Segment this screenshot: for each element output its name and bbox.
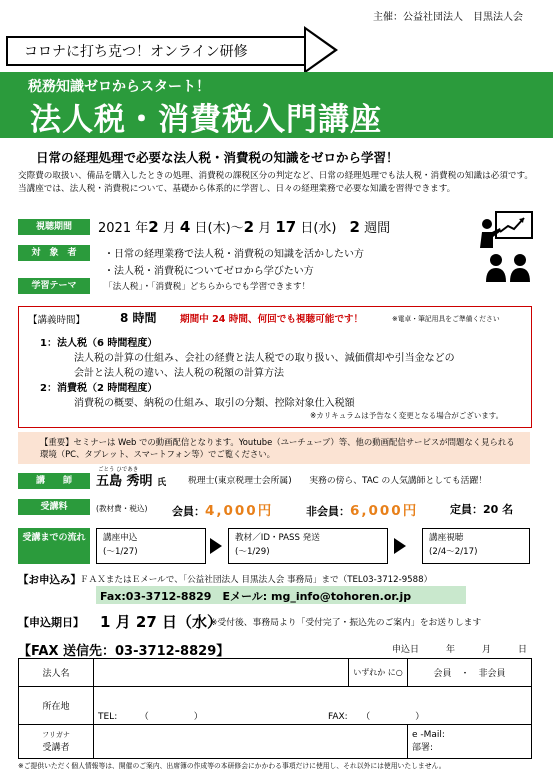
flow-step-2: 教材／ID・PASS 発送 (～1/29) xyxy=(228,528,388,564)
lecturer-ruby: ごとう ひであき xyxy=(98,467,139,473)
fax-heading: 【FAX 送信先：03-3712-8829】 xyxy=(18,644,230,659)
lecture-line-4: 2：消費税（2 時間程度） xyxy=(40,383,158,394)
application-date[interactable]: 申込日 年 月 日 xyxy=(392,645,528,655)
lecture-availability: 期間中 24 時間、何回でも視聴可能です！ xyxy=(180,314,364,325)
organizer: 主催：公益社団法人 目黒法人会 xyxy=(373,12,523,23)
contact-text: Fax:03-3712-8829 Eメール: mg_info@tohoren.or.jp xyxy=(100,590,412,603)
intro-text: 交際費の取扱い、備品を購入したときの処理、消費税の課税区分の判定など、日常の経理処理でも法人税・消費税の知識は必須です。当講座では、法人税・消費税について、基礎から体系的に学習し、日々の経理業務で必要な知識を習得できます。 xyxy=(18,171,533,194)
footer-note: ※ご提供いただく個人情報等は、開催のご案内、出席簿の作成等の本研修会にかかわる事項だけに使用し、それ以外には使用いたしません。 xyxy=(18,762,446,770)
tag-target: 対 象 者 xyxy=(18,245,90,261)
either-label: いずれか に○ xyxy=(349,659,408,687)
lecture-line-1: 1：法人税（6 時間程度） xyxy=(40,338,158,349)
lecturer-info: 税理士(東京税理士会所属) 実務の傍ら、TAC の人気講師としても活躍！ xyxy=(188,476,488,486)
notice-text: 【重要】セミナーは Web での動画配信となります。Youtube（ユーチューブ）等、他の動画配信サービスが問題なく見られる環境（PC、タブレット、スマートフォン等）でご覧ください。 xyxy=(40,437,515,459)
fee-nonmember: 非会員：6,000円 xyxy=(306,503,419,519)
fee-note: (教材費・税込) xyxy=(96,504,148,513)
banner-subtitle: 税務知識ゼロからスタート！ xyxy=(28,79,210,95)
deadline-note: ※受付後、事務局より「受付完了・振込先のご案内」をお送りします xyxy=(210,618,482,628)
capacity: 定員：20 名 xyxy=(450,503,514,516)
period-text: 2021 年2 月 4 日(木)～2 月 17 日(水) 2 週間 xyxy=(98,218,391,236)
tel-field[interactable]: TEL: （ ） xyxy=(98,712,203,722)
flow-step-3: 講座視聴 (2/4～2/17) xyxy=(422,528,530,564)
apply-text: ＦＡＸまたはＥメールで、「公益社団法人 目黒法人会 事務局」まで（TEL03-3712-9588） xyxy=(80,575,433,585)
theme-text: 「法人税」・「消費税」どちらからでも学習できます！ xyxy=(104,282,311,292)
corp-field[interactable] xyxy=(94,659,349,687)
attendee-field[interactable] xyxy=(94,725,408,759)
target-line-1: ・日常の経理業務で法人税・消費税の知識を活かしたい方 xyxy=(104,249,364,260)
deadline-label: 【申込期日】 xyxy=(18,616,84,629)
flow-arrow-icon xyxy=(394,538,406,554)
lecture-note: ※電卓・筆記用具をご準備ください xyxy=(392,315,500,323)
lecture-line-2: 法人税の計算の仕組み、会社の経費と法人税での取り扱い、減価償却や引当金などの xyxy=(74,353,455,364)
tag-fee: 受講料 xyxy=(18,499,90,515)
target-line-2: ・法人税・消費税についてゼロから学びたい方 xyxy=(104,266,314,277)
lecture-hours: 8 時間 xyxy=(120,311,157,325)
curriculum-note: ※カリキュラムは予告なく変更となる場合がございます。 xyxy=(310,411,504,420)
corp-label: 法人名 xyxy=(19,659,94,687)
deadline-date: 1 月 27 日（水） xyxy=(100,613,222,631)
lecture-line-5: 消費税の概要、納税の仕組み、取引の分類、控除対象仕入税額 xyxy=(74,398,355,409)
presentation-icon xyxy=(478,210,534,284)
tag-flow: 受講までの流れ xyxy=(18,528,90,564)
address-field[interactable] xyxy=(94,687,532,725)
email-dept-field[interactable]: e -Mail: 部署: xyxy=(408,725,532,759)
fee-member: 会員：4,000円 xyxy=(172,503,274,519)
address-label: 所在地 xyxy=(19,687,94,725)
fax-field[interactable]: FAX: （ ） xyxy=(328,712,425,722)
flow-arrow-icon xyxy=(210,538,222,554)
tag-theme: 学習テーマ xyxy=(18,278,90,294)
lecturer-name: 五島 秀明 氏 xyxy=(96,474,167,489)
member-select[interactable]: 会員 ・ 非会員 xyxy=(408,659,532,687)
tag-period: 視聴期間 xyxy=(18,219,90,235)
lead-text: 日常の経理処理で必要な法人税・消費税の知識をゼロから学習！ xyxy=(36,150,399,165)
tag-lecturer: 講 師 xyxy=(18,473,90,489)
attendee-label: フリガナ 受講者 xyxy=(19,725,94,759)
arrow-text: コロナに打ち克つ！オンライン研修 xyxy=(24,44,248,60)
flow-step-1: 講座申込 (～1/27) xyxy=(96,528,206,564)
apply-title: 【お申込み】 xyxy=(18,574,81,586)
page-title: 法人税・消費税入門講座 xyxy=(30,102,382,138)
lecture-line-3: 会計と法人税の違い、法人税の税額の計算方法 xyxy=(74,368,284,379)
application-form xyxy=(18,658,532,759)
lecture-head: 【講義時間】 xyxy=(28,315,86,326)
